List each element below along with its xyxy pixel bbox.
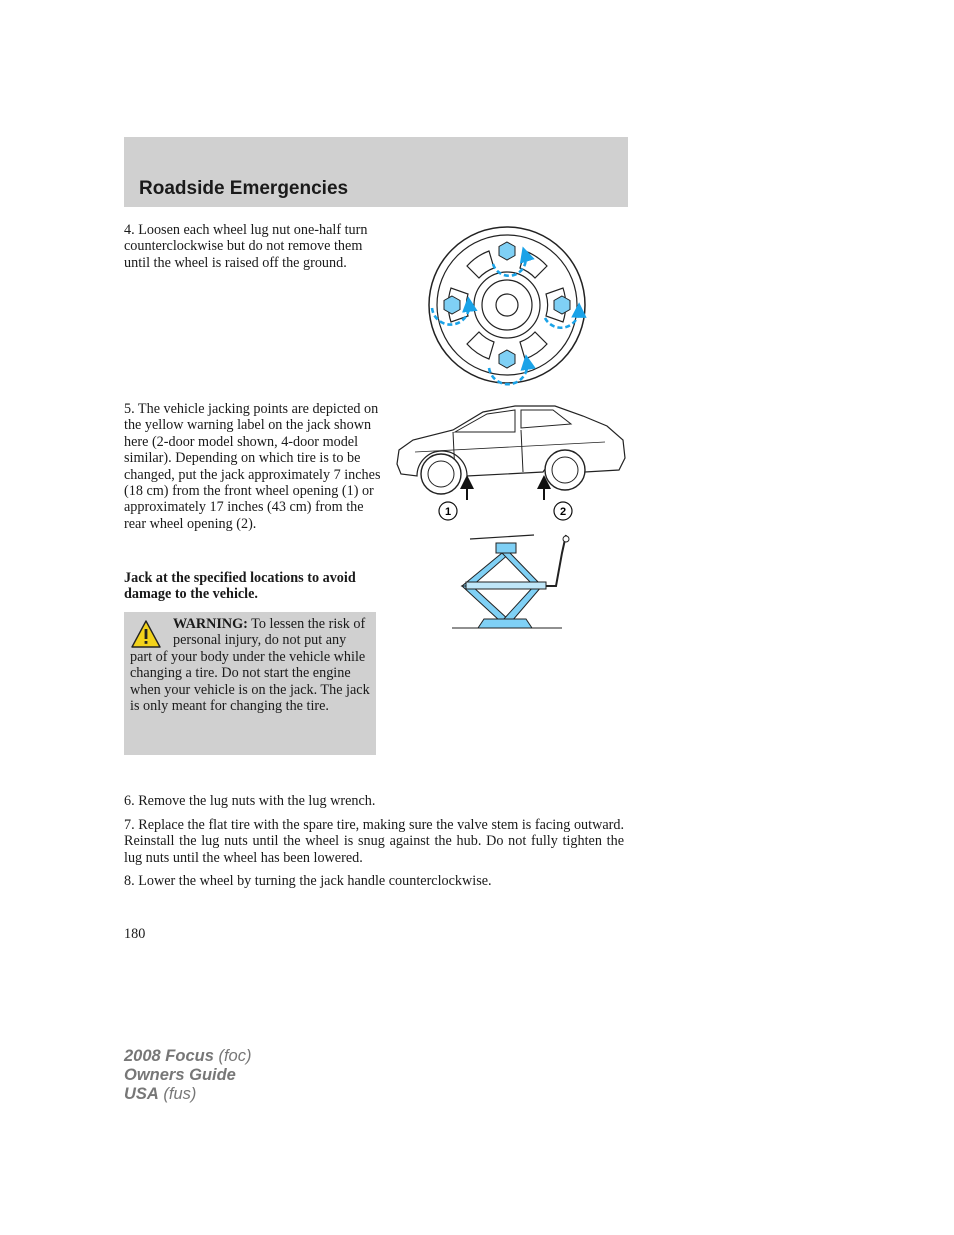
jack-location-note: Jack at the specified locations to avoid damage to the vehicle.	[124, 570, 356, 603]
lug-nut	[499, 242, 515, 260]
lug-nut	[499, 350, 515, 368]
footer-region: USA	[124, 1085, 159, 1103]
jack-handle	[546, 535, 566, 586]
jack-arm	[502, 586, 542, 621]
warning-label: WARNING:	[173, 616, 248, 632]
jack-arm	[502, 553, 542, 586]
jack-handle-eye	[563, 536, 569, 542]
wheel-lug-nut-diagram	[427, 226, 587, 386]
jack-saddle-top	[470, 535, 534, 539]
front-wheel-rim	[428, 461, 454, 487]
lug-nut	[444, 296, 460, 314]
step-4-text: 4. Loosen each wheel lug nut one-half turn counterclockwise but do not remove them until the wheel is raised off the ground.	[124, 222, 368, 271]
warning-body: To lessen the risk of personal injury, do not put any part of your body under the vehicle while changing a tire. Do not start the engine when your vehicle is on the jack. The jack is only meant for changing the tire.	[130, 616, 370, 715]
section-title: Roadside Emergencies	[139, 178, 349, 199]
footer-model-code: (foc)	[213, 1047, 252, 1065]
callout-2: 2	[559, 506, 567, 518]
scissor-jack-diagram	[452, 531, 572, 631]
lug-nut	[554, 296, 570, 314]
document-footer	[124, 1047, 251, 1104]
footer-guide: Owners Guide	[124, 1066, 236, 1084]
warning-text	[130, 616, 370, 714]
jack-base	[478, 619, 532, 628]
footer-model: 2008 Focus	[124, 1047, 214, 1065]
jack-arm	[462, 586, 510, 621]
callout-1: 1	[444, 506, 452, 518]
page-number: 180	[124, 926, 146, 942]
footer-region-code: (fus)	[158, 1085, 197, 1103]
jack-screw	[466, 582, 546, 589]
step-5-text: 5. The vehicle jacking points are depicted on the yellow warning label on the jack shown here (2-door model shown, 4-door model similar). Depending on which tire is to be changed, put the jack approximately 7 inches (18 cm) from the front wheel opening (1) or approximately 17 inches (43 cm) from the rear wheel opening (2).	[124, 401, 381, 532]
hub-center	[496, 294, 518, 316]
step-6-text: 6. Remove the lug nuts with the lug wrench.	[124, 793, 376, 809]
jack-saddle	[496, 543, 516, 553]
step-7-text: 7. Replace the flat tire with the spare tire, making sure the valve stem is facing outward. Reinstall the lug nuts until the wheel is snug against the hub. Do not fully tighten the lug nuts until the wheel has been lowered.	[124, 817, 624, 866]
step-8-text: 8. Lower the wheel by turning the jack handle counterclockwise.	[124, 873, 492, 889]
rear-wheel-rim	[552, 457, 578, 483]
car-jacking-points-diagram	[395, 402, 627, 524]
jack-arm	[462, 553, 510, 586]
